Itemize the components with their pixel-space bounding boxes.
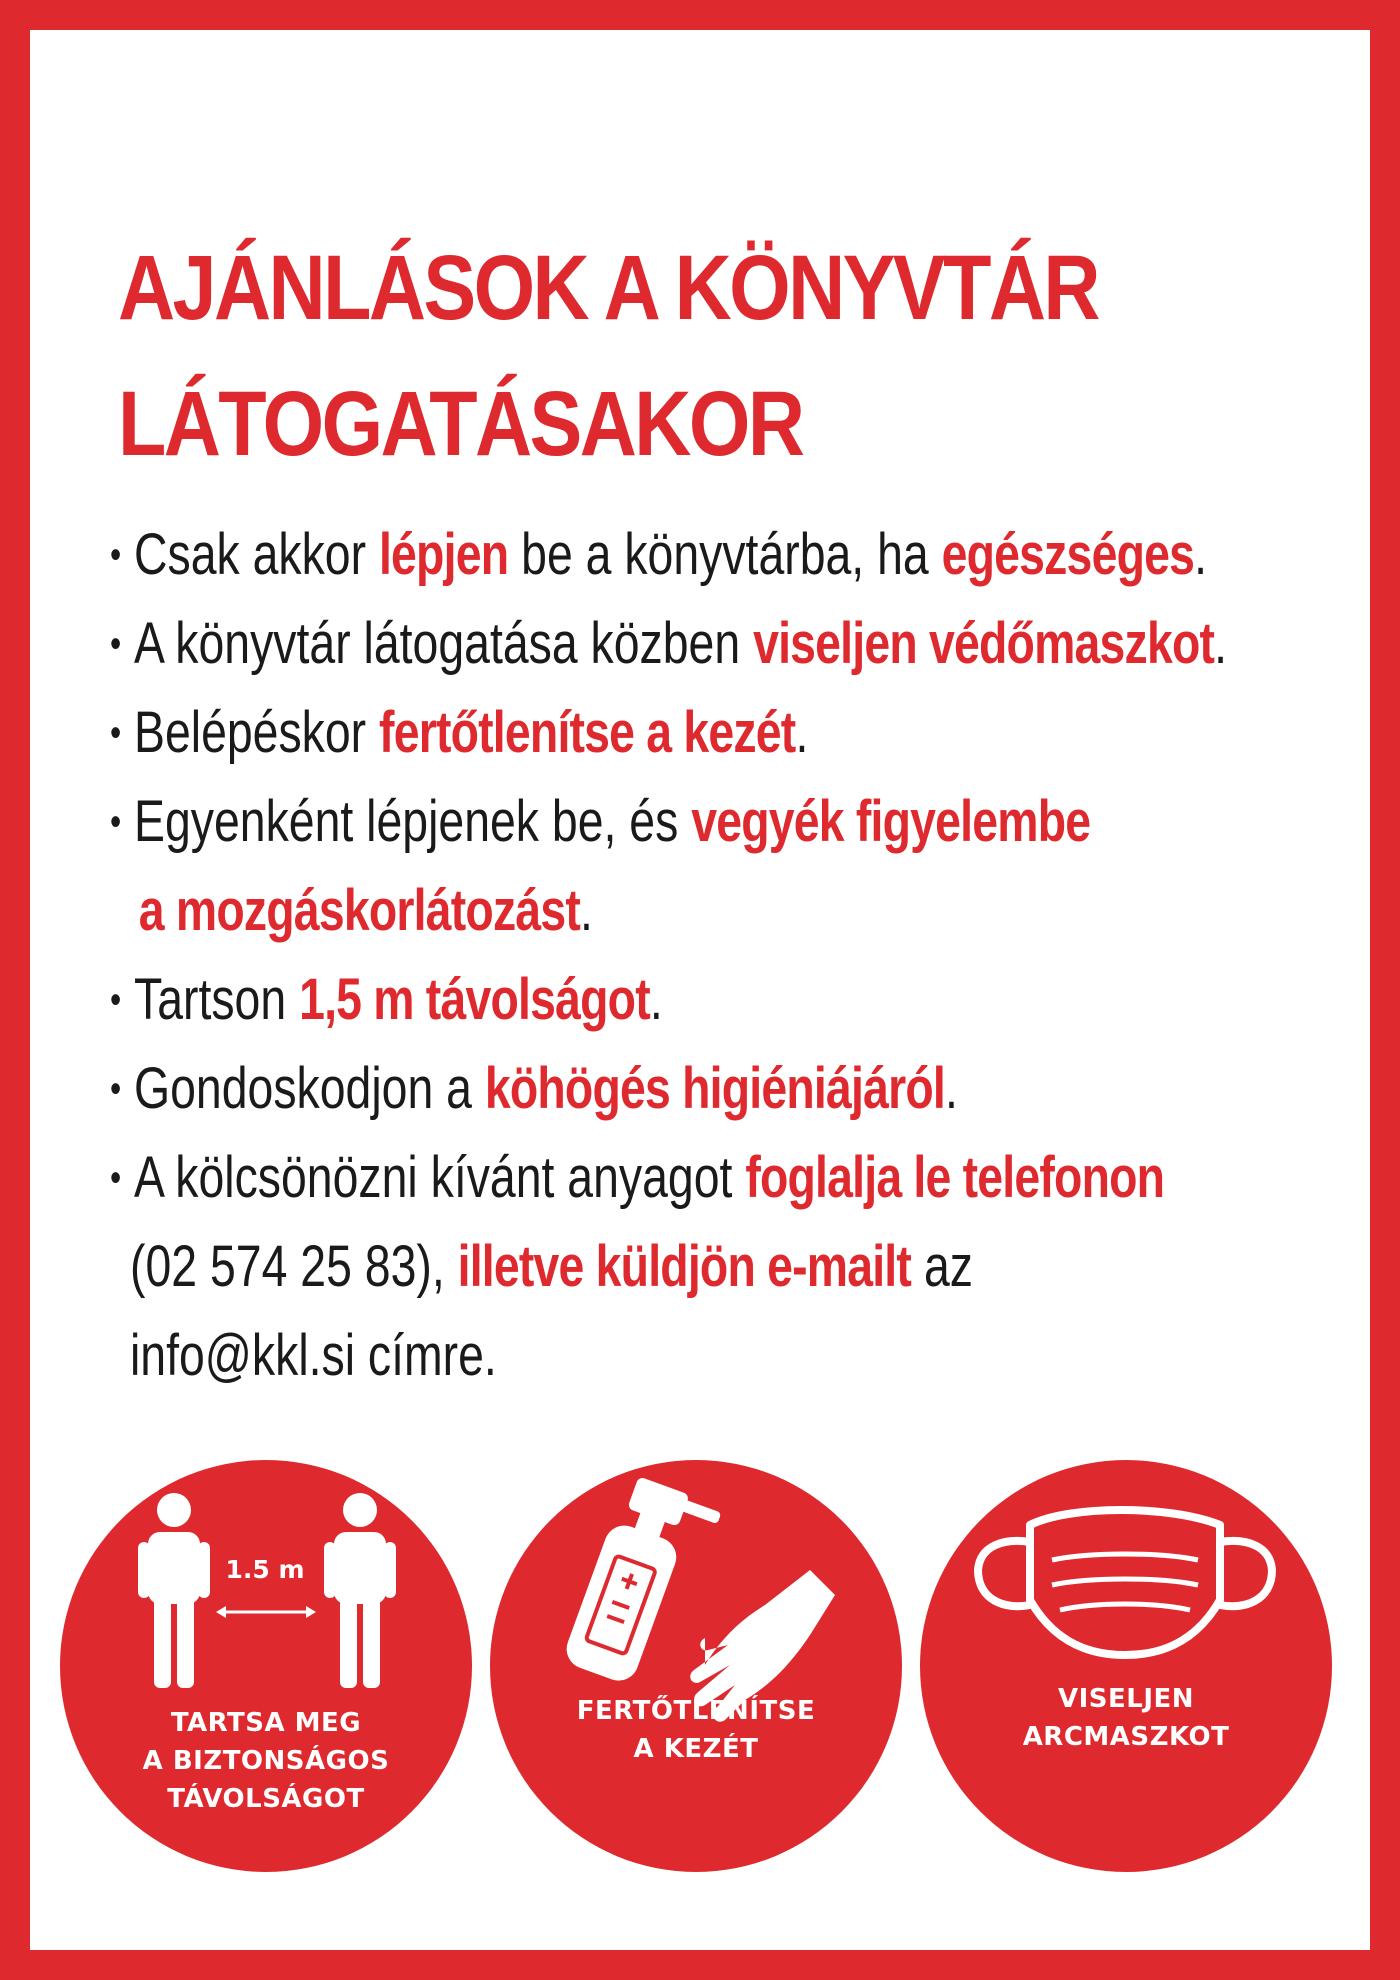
item-text: . [580, 878, 593, 943]
list-item-continuation [110, 1311, 1182, 1400]
title-line-2: LÁTOGATÁSAKOR [118, 373, 803, 475]
list-item-continuation [110, 1222, 1182, 1311]
distance-label: 1.5 m [225, 1555, 305, 1584]
badge-label-line: ARCMASZKOT [1022, 1722, 1230, 1752]
hand-sanitizer-icon [490, 1460, 902, 1872]
item-text: info@kkl.si címre. [130, 1323, 497, 1388]
item-highlight: a mozgáskorlátozást [138, 878, 581, 943]
item-highlight: vegyék figyelembe [691, 789, 1091, 854]
bullet: • [110, 533, 122, 577]
list-item [110, 1133, 1182, 1222]
item-text: Egyenként lépjenek be, és [134, 789, 692, 854]
item-text: A könyvtár látogatása közben [134, 611, 754, 676]
list-item [110, 955, 1182, 1044]
badge-label-line: VISELJEN [1057, 1684, 1195, 1714]
item-text: Belépéskor [134, 700, 380, 765]
badge-label [510, 1692, 882, 1768]
item-highlight: lépjen [378, 522, 509, 587]
item-text: Gondoskodjon a [134, 1056, 485, 1121]
item-text: . [649, 967, 663, 1032]
item-highlight: köhögés higiéniájáról [484, 1056, 946, 1121]
item-highlight: egészséges [941, 522, 1195, 587]
badge-label-line: A KEZÉT [633, 1734, 759, 1764]
distance-badge [60, 1460, 472, 1872]
mask-badge [920, 1460, 1332, 1872]
badge-label [940, 1680, 1312, 1756]
list-item-continuation [110, 866, 1182, 955]
item-text: (02 574 25 83), [130, 1234, 458, 1299]
item-text: A kölcsönözni kívánt anyagot [134, 1145, 746, 1210]
bullet: • [110, 1067, 122, 1111]
badge-label-line: TÁVOLSÁGOT [167, 1784, 365, 1814]
item-text: Csak akkor [134, 522, 379, 587]
face-mask-icon [920, 1460, 1332, 1872]
item-text: . [945, 1056, 958, 1121]
badge-label-line: TARTSA MEG [170, 1708, 362, 1738]
list-item [110, 777, 1182, 866]
bullet: • [110, 978, 122, 1022]
item-highlight: 1,5 m távolságot [299, 967, 650, 1032]
item-highlight: foglalja le telefonon [745, 1145, 1165, 1210]
poster-title [118, 220, 1150, 492]
badge-label-line: FERTŐTLENÍTSE [576, 1696, 816, 1726]
item-text: . [795, 700, 809, 765]
item-text: be a könyvtárba, ha [508, 522, 942, 587]
item-text: az [911, 1234, 973, 1299]
bullet: • [110, 800, 122, 844]
item-text: . [1214, 611, 1228, 676]
list-item [110, 688, 1182, 777]
item-text: Tartson [134, 967, 300, 1032]
list-item [110, 510, 1208, 599]
bullet: • [110, 1156, 122, 1200]
recommendation-list [110, 510, 1228, 1400]
item-text: . [1194, 522, 1208, 587]
badge-label-line: A BIZTONSÁGOS [142, 1746, 390, 1776]
bullet: • [110, 622, 122, 666]
item-highlight: viseljen védőmaszkot [753, 611, 1215, 676]
bullet: • [110, 711, 122, 755]
list-item [110, 599, 1228, 688]
item-highlight: illetve küldjön e-mailt [457, 1234, 912, 1299]
title-line-1: AJÁNLÁSOK A KÖNYVTÁR [118, 237, 1098, 339]
sanitize-badge [490, 1460, 902, 1872]
list-item [110, 1044, 1182, 1133]
badge-label [80, 1704, 452, 1818]
item-highlight: fertőtlenítse a kezét [379, 700, 796, 765]
